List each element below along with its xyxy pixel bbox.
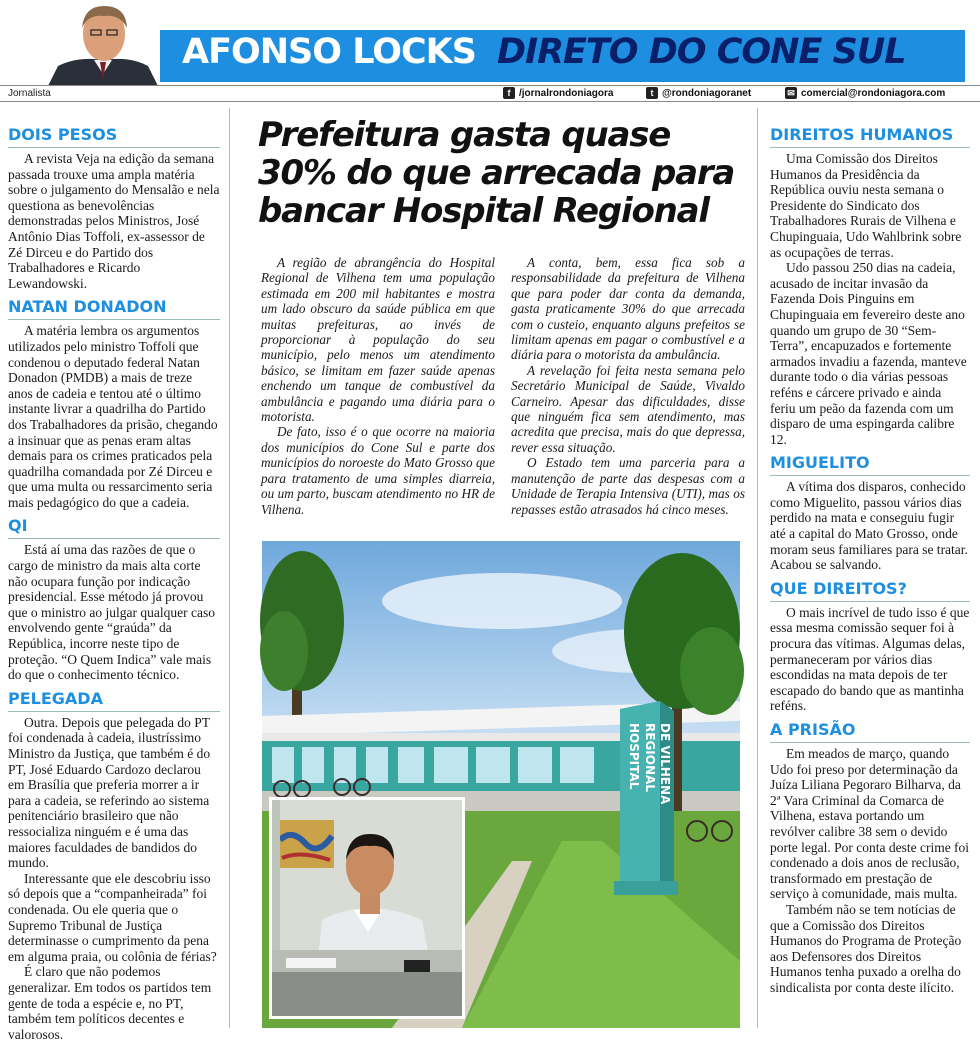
article-headline: Prefeitura gasta quase 30% do que arrecada para bancar Hospital Regional — [258, 115, 735, 231]
note-paragraph: Também não se tem notícias de que a Comissão dos Direitos Humanos do Programa de Proteção aos Defensores dos Direitos Humanos tenha puxado a orelha do sindicalista por conta deste ilícito. — [770, 901, 962, 995]
note-title: DOIS PESOS — [8, 125, 220, 148]
right-column — [770, 125, 970, 1030]
note-title: NATAN DONADON — [8, 297, 220, 320]
note-title: QUE DIREITOS? — [770, 579, 970, 602]
article-paragraph: De fato, isso é o que ocorre na maioria dos municípios do Cone Sul e parte dos municípios do noroeste do Mato Grosso que para tratamento de uma simples diarreia, ou um parto, buscam atendimento no HR de Vilhena. — [261, 424, 495, 517]
note-qi — [8, 516, 220, 682]
contact-bar — [0, 85, 980, 102]
note-title: DIREITOS HUMANOS — [770, 125, 970, 148]
note-paragraph: Uma Comissão dos Direitos Humanos da Presidência da República ouviu nesta semana o Presidente do Sindicato dos Trabalhadores Rurais de Vilhena e Chupinguaia, Udo Wahlbrink sobre as ocupações de terras. — [770, 151, 962, 260]
facebook-contact[interactable] — [503, 87, 613, 99]
secretary-photo — [269, 797, 465, 1019]
email-contact[interactable] — [785, 87, 945, 99]
note-natan-donadon — [8, 297, 220, 510]
facebook-icon: f — [503, 87, 515, 99]
twitter-contact[interactable] — [646, 87, 751, 99]
note-paragraph: O mais incrível de tudo isso é que essa mesma comissão sequer foi à procura das vítimas. Algumas delas, permaneceram por vários dias escondidas na mata depois de ter escapado do bando que as mantinha reféns. — [770, 604, 970, 714]
note-direitos-humanos — [770, 125, 970, 447]
article-paragraph: O Estado tem uma parceria para a manutenção de parte das despesas com a Unidade de Terapia Intensiva (UTI), mas os repasses estão atrasados há cinco meses. — [511, 455, 745, 517]
article-body — [261, 255, 745, 523]
note-paragraph: A revista Veja na edição da semana passada trouxe uma ampla matéria sobre o julgamento do Mensalão e nela questiona as benevolências demonstradas pelos Ministros, José Antônio Dias Toffoli, ex-assessor de Zé Dirceu e do Partido dos Trabalhadores e Ricardo Lewandowski. — [8, 151, 220, 291]
email-icon: ✉ — [785, 87, 797, 99]
note-paragraph: Está aí uma das razões de que o cargo de ministro da mais alta corte não ocupara função por indicação presidencial. Esse método já provou que o ministro ao julgar qualquer caso envolvendo gente “graúda” da República, incorre neste tipo de proteção. “O Quem Indica” vale mais do que o conhecimento técnico. — [8, 542, 215, 683]
columnist-name: AFONSO LOCKS — [182, 32, 477, 72]
column-divider-right — [757, 108, 758, 1028]
note-miguelito — [770, 453, 970, 573]
note-title: A PRISÃO — [770, 720, 970, 743]
note-paragraph: Udo passou 250 dias na cadeia, acusado de incitar invasão da Fazenda Dois Pinguins em Chupinguaia em fevereiro deste ano quando um grupo de 30 “Sem-Terra”, encapuzados e fortemente armados invadiu a fazenda, manteve durante todo o dia várias pessoas reféns e cárcere privado e ainda feriu um peão da fazenda com um disparo de uma espingarda calibre 12. — [770, 260, 967, 447]
note-paragraph: Interessante que ele descobriu isso só depois que a “companheirada” foi condenada. Ou ele queria que o Supremo Tribunal de Justiça determinasse o cumprimento da pena em alguma praia, ou colônia de férias? — [8, 870, 217, 964]
sign-letters: HOSPITAL — [627, 723, 641, 790]
facebook-handle[interactable]: /jornalrondoniagora — [519, 87, 614, 99]
column-title: DIRETO DO CONE SUL — [497, 32, 906, 72]
column-divider-left — [229, 108, 230, 1028]
note-paragraph: É claro que não podemos generalizar. Em todos os partidos tem gente de toda a espécie e, no PT, também tem políticos decentes e valorosos. — [8, 964, 212, 1042]
note-title: QI — [8, 516, 220, 539]
email-address[interactable]: comercial@rondoniagora.com — [801, 87, 946, 99]
article-paragraph: A revelação foi feita nesta semana pelo Secretário Municipal de Saúde, Vivaldo Carneiro. Apesar das dificuldades, disse que ninguém fica sem atendimento, mas acredita que precisa, mais do que depressa, rever essa situação. — [511, 362, 745, 455]
twitter-handle[interactable]: @rondoniagoranet — [662, 87, 752, 99]
article-paragraph: A região de abrangência do Hospital Regional de Vilhena tem uma população estimada em 200 mil habitantes e mostra um lado obscuro da saúde pública em que muitas prefeituras, ao invés de proporcionar à população do seu município, pelo menos um atendimento básico, se limitam em fazer saúde apenas enchendo um tanque de combustível da ambulância e pagando uma diária para o motorista. — [261, 255, 495, 425]
note-a-prisao — [770, 720, 970, 996]
note-paragraph: A matéria lembra os argumentos utilizados pelo ministro Toffoli que condenou o deputado federal Natan Donadon (PMDB) a mais de treze anos de cadeia e tentou até o último instante livrar a quadrilha do Partido dos Trabalhadores da prisão, chegando a insinuar que as penas eram altas demais para os crimes praticados pela quadrilha comandada por Zé Dirceu e que uma multa ou ressarcimento seria mais pedagógico do que a cadeia. — [8, 323, 218, 510]
note-title: PELEGADA — [8, 689, 220, 712]
note-paragraph: Em meados de março, quando Udo foi preso por determinação da Juíza Liliana Pegoraro Bilharva, da 2ª Vara Criminal da Comarca de Vilhena, estava portando um revólver calibre 38 sem o devido porte legal. Por conta deste crime foi condenado a dois anos de reclusão, transformado em prestação de serviço à comunidade, mais multa. — [770, 746, 970, 902]
column-masthead — [0, 0, 980, 100]
sign-letters: DE VILHENA — [658, 723, 672, 805]
note-pelegada — [8, 689, 220, 1042]
sign-letters: REGIONAL — [643, 723, 657, 792]
twitter-icon: t — [646, 87, 658, 99]
article-paragraph: A conta, bem, essa fica sob a responsabilidade da prefeitura de Vilhena que para poder dar conta da demanda, gasta praticamente 30% do que arrecada com o custeio, enquanto alguns prefeitos se limitam apenas em pagar o combustível e a diária para o motorista da ambulância. — [511, 255, 745, 363]
note-paragraph: Outra. Depois que pelegada do PT foi condenada à cadeia, ilustríssimo Ministro da Justiça, que também é do PT, José Eduardo Cardozo declarou em Brasília que preferia morrer a ir para a cadeia, se referindo ao sistema penitenciário brasileiro que não ressocializa ninguém e é uma das maiores faculdades de bandidos do mundo. — [8, 714, 211, 871]
note-paragraph: A vítima dos disparos, conhecido como Miguelito, passou vários dias perdido na mata e conseguiu fugir até a capital do Mato Grosso, onde moram seus familiares para se tratar. Acabou se salvando. — [770, 479, 968, 573]
note-que-direitos — [770, 579, 970, 714]
left-column — [8, 125, 220, 1042]
note-dois-pesos — [8, 125, 220, 291]
columnist-portrait — [48, 0, 158, 86]
columnist-role: Jornalista — [8, 88, 51, 99]
note-title: MIGUELITO — [770, 453, 970, 476]
